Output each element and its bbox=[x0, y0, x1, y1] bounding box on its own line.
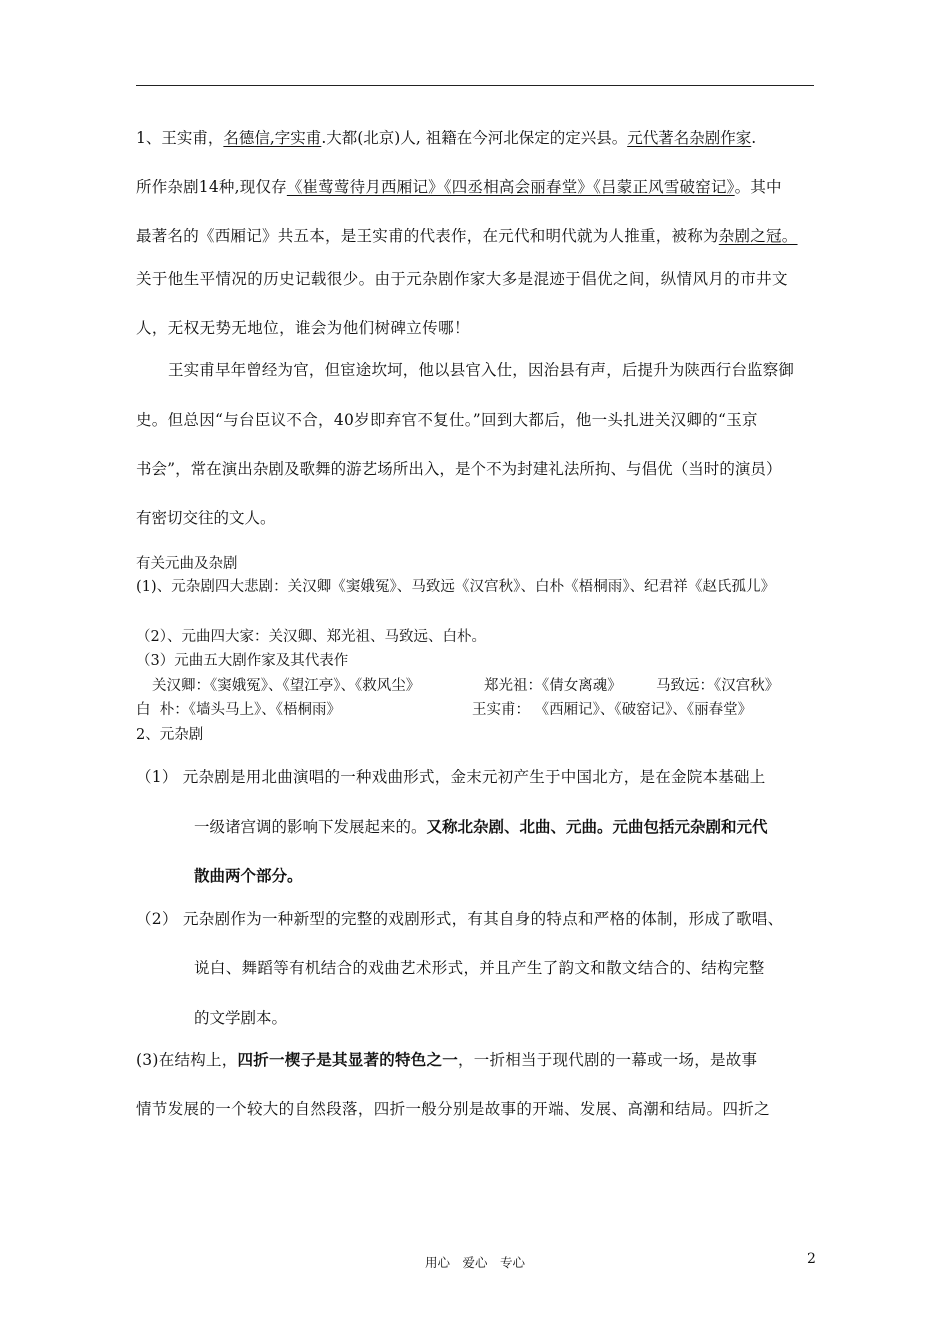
underlined-text: 杂剧之冠。 bbox=[718, 227, 798, 245]
item1-line2 bbox=[194, 817, 768, 837]
text: 所作杂剧14种,现仅存 bbox=[136, 178, 287, 196]
list-item: （3）元曲五大剧作家及其代表作 bbox=[136, 653, 349, 669]
text: . bbox=[751, 129, 757, 147]
bold-text: 四折一楔子是其显著的特色之一 bbox=[237, 1050, 458, 1069]
section-heading: 2、元杂剧 bbox=[136, 727, 204, 743]
header-rule bbox=[136, 85, 814, 86]
text: 。其中 bbox=[734, 178, 782, 196]
underlined-text: 《崔莺莺待月西厢记》《四丞相高会丽春堂》《吕蒙正风雪破窑记》 bbox=[286, 178, 735, 196]
para2-line3: 书会”，常在演出杂剧及歌舞的游艺场所出入，是个不为封建礼法所拘、与倡优（当时的演员） bbox=[136, 460, 782, 478]
para1-line2 bbox=[136, 177, 782, 197]
footer-motto: 用心 爱心 专心 bbox=[424, 1255, 525, 1270]
para2-line2: 史。但总因“与台臣议不合，40岁即弃官不复仕。”回到大都后，他一头扎进关汉卿的“玉京 bbox=[136, 411, 758, 429]
text: ，一折相当于现代剧的一幕或一场，是故事 bbox=[457, 1051, 758, 1069]
item3-line1 bbox=[136, 1050, 757, 1070]
text: .大都(北京)人, 祖籍在今河北保定的定兴县。 bbox=[321, 129, 628, 147]
item2-line1: （2） 元杂剧作为一种新型的完整的戏剧形式，有其自身的特点和严格的体制，形成了歌唱、 bbox=[136, 910, 784, 928]
underlined-text: 元代著名杂剧作家 bbox=[627, 129, 752, 147]
para2-line4: 有密切交往的文人。 bbox=[136, 509, 276, 527]
para1-line4: 关于他生平情况的历史记载很少。由于元杂剧作家大多是混迹于倡优之间，纵情风月的市井文 bbox=[136, 270, 788, 288]
item1-line1: （1） 元杂剧是用北曲演唱的一种戏曲形式，金末元初产生于中国北方，是在金院本基础上 bbox=[136, 768, 766, 786]
underlined-text: 名德信,字实甫 bbox=[223, 129, 322, 147]
text: (3)在结构上， bbox=[136, 1051, 238, 1069]
list-item: (1)、元杂剧四大悲剧：关汉卿《窦娥冤》、马致远《汉宫秋》、白朴《梧桐雨》、纪君祥《赵氏孤儿》 bbox=[136, 579, 776, 595]
work-wang: 王实甫： 《西厢记》、《破窑记》、《丽春堂》 bbox=[472, 702, 753, 718]
para1-line5: 人，无权无势无地位，谁会为他们树碑立传哪！ bbox=[136, 319, 470, 337]
item3-line2: 情节发展的一个较大的自然段落，四折一般分别是故事的开端、发展、高潮和结局。四折之 bbox=[136, 1100, 771, 1118]
work-ma: 马致远：《汉宫秋》 bbox=[656, 678, 780, 694]
work-bai: 白 朴：《墙头马上》、《梧桐雨》 bbox=[136, 702, 341, 718]
text: 最著名的《西厢记》共五本，是王实甫的代表作，在元代和明代就为人推重，被称为 bbox=[136, 227, 719, 245]
list-item: （2）、元曲四大家：关汉卿、郑光祖、马致远、白朴。 bbox=[136, 629, 486, 645]
bold-text: 又称北杂剧、北曲、元曲。元曲包括元杂剧和元代 bbox=[426, 817, 768, 836]
work-zheng: 郑光祖：《倩女离魂》 bbox=[484, 678, 622, 694]
para2-line1: 王实甫早年曾经为官，但宦途坎坷，他以县官入仕，因治县有声，后提升为陕西行台监察御 bbox=[168, 361, 795, 379]
section-heading: 有关元曲及杂剧 bbox=[136, 556, 238, 572]
para1-line3 bbox=[136, 226, 798, 246]
page-number: 2 bbox=[807, 1251, 816, 1267]
item1-line3: 散曲两个部分。 bbox=[194, 866, 303, 885]
para1-line1 bbox=[136, 128, 816, 148]
text: 1、王实甫， bbox=[136, 129, 224, 147]
item2-line2: 说白、舞蹈等有机结合的戏曲艺术形式，并且产生了韵文和散文结合的、结构完整 bbox=[194, 959, 765, 977]
text: 一级诸宫调的影响下发展起来的。 bbox=[194, 818, 427, 836]
item2-line3: 的文学剧本。 bbox=[194, 1009, 288, 1027]
work-guan: 关汉卿：《窦娥冤》、《望江亭》、《救风尘》 bbox=[152, 678, 421, 694]
